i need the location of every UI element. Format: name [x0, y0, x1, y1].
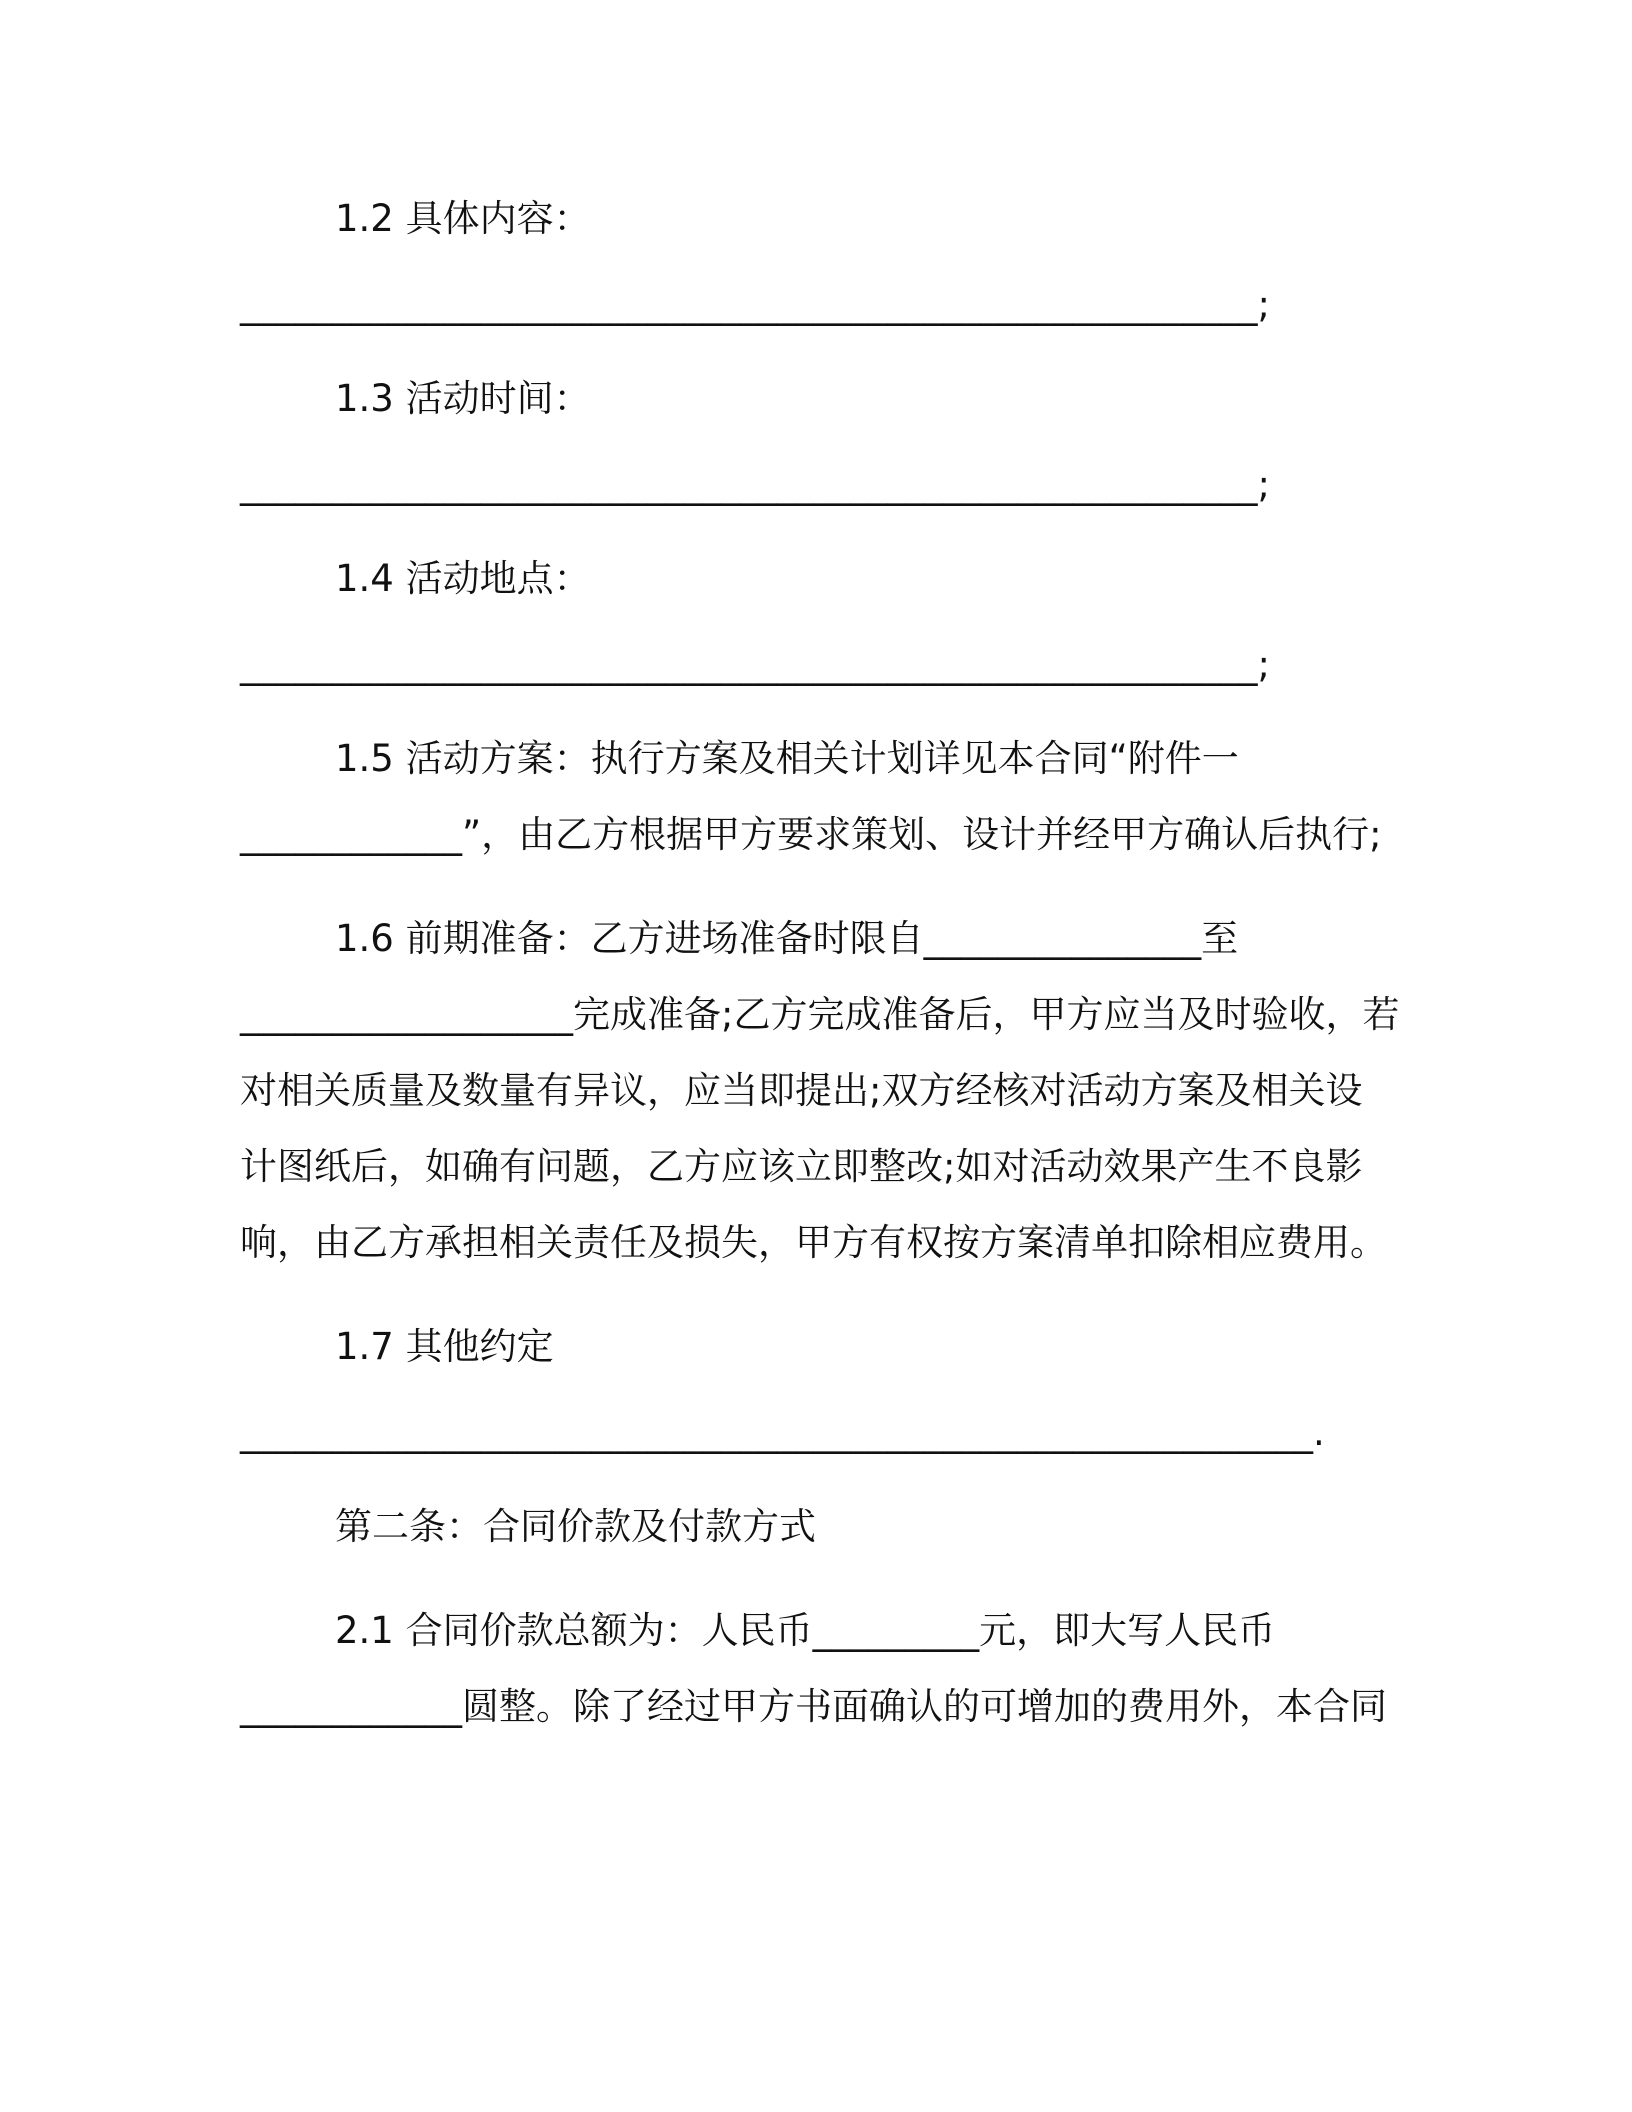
clause-1-6-line-2: __________________完成准备;乙方完成准备后，甲方应当及时验收，若	[240, 993, 1400, 1036]
blank-line-location: _______________________________________________________;	[240, 643, 1270, 686]
clause-1-2-heading: 1.2 具体内容：	[335, 197, 591, 240]
blank-line-other: __________________________________________________________.	[240, 1411, 1325, 1454]
clause-1-3-heading: 1.3 活动时间：	[335, 377, 591, 420]
clause-1-6-line-3: 对相关质量及数量有异议，应当即提出;双方经核对活动方案及相关设	[240, 1069, 1363, 1112]
clause-1-6-line-4: 计图纸后，如确有问题，乙方应该立即整改;如对活动效果产生不良影	[240, 1145, 1363, 1188]
blank-line-time: _______________________________________________________;	[240, 463, 1270, 506]
clause-2-1-line-1: 2.1 合同价款总额为：人民币_________元，即大写人民币	[335, 1609, 1276, 1652]
clause-1-6-line-1: 1.6 前期准备：乙方进场准备时限自_______________至	[335, 917, 1239, 960]
clause-1-5-line-2: ____________”，由乙方根据甲方要求策划、设计并经甲方确认后执行;	[240, 813, 1382, 856]
clause-1-4-heading: 1.4 活动地点：	[335, 557, 591, 600]
clause-2-1-line-2: ____________圆整。除了经过甲方书面确认的可增加的费用外，本合同	[240, 1685, 1387, 1728]
article-2-heading: 第二条：合同价款及付款方式	[335, 1505, 816, 1548]
clause-1-6-line-5: 响，由乙方承担相关责任及损失，甲方有权按方案清单扣除相应费用。	[240, 1221, 1387, 1264]
blank-line-content: _______________________________________________________;	[240, 283, 1270, 326]
clause-1-7-heading: 1.7 其他约定	[335, 1325, 554, 1368]
clause-1-5-line-1: 1.5 活动方案：执行方案及相关计划详见本合同“附件一	[335, 737, 1239, 780]
